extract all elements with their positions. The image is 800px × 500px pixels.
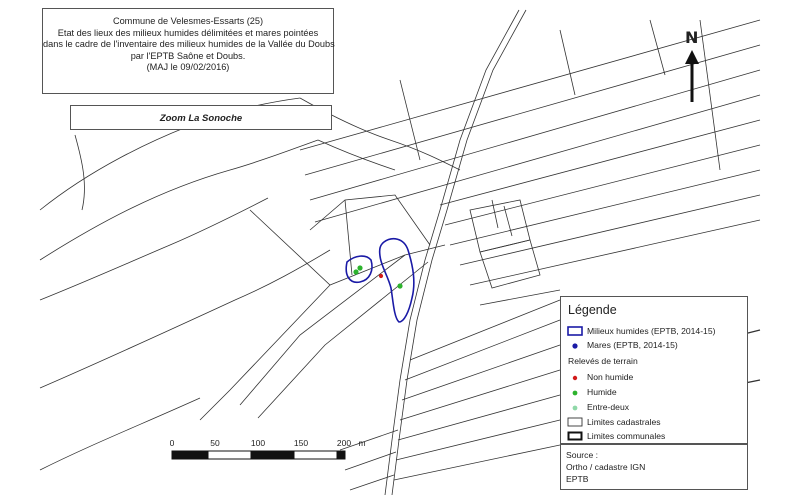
scale-label: 150 [293,438,309,448]
railway-line [385,10,519,495]
zoom-label: Zoom La Sonoche [159,113,243,124]
north-label: N [685,28,699,47]
parcel-boundary [310,195,430,245]
legend-label: Limites cadastrales [587,417,661,427]
legend-title: Légende [568,303,617,317]
parcel-boundary [400,80,420,160]
parcel-boundary [480,290,560,305]
field-point-humide [357,265,362,270]
parcel-boundary [402,345,560,400]
parcel-boundary [445,145,760,225]
scale-label: 100 [250,438,266,448]
title-line: par l'EPTB Saône et Doubs. [130,50,246,61]
legend-label: Milieux humides (EPTB, 2014-15) [587,326,716,336]
zoom-label-box [70,105,332,130]
river-bank-line [75,135,84,210]
thin-box-icon [567,417,583,427]
map-title-box [42,8,334,94]
parcel-boundary [410,300,560,360]
parcel-boundary [560,30,575,95]
scale-label: 0 [169,438,175,448]
wetland-polygon [380,239,414,322]
source-line: Ortho / cadastre IGN [566,462,646,472]
parcel-boundary [350,475,394,490]
parcel-boundary [400,370,560,420]
parcel-boundary [394,445,560,480]
legend-box [560,296,748,444]
scale-label: 200 [336,438,352,448]
legend-label: Limites communales [587,431,666,441]
pond-dot-icon [571,342,579,350]
title-line: Commune de Velesmes-Essarts (25) [112,16,264,26]
parcel-boundary [440,120,760,205]
legend-label: Entre-deux [587,402,630,412]
railway-line [392,10,526,495]
north-arrow-icon [680,28,704,104]
parcel-boundary [450,170,760,245]
scale-label: 50 [210,438,220,448]
parcel-boundary [398,395,560,440]
field-point-humide [353,269,358,274]
legend-label: Humide [587,387,617,397]
title-line: (MAJ le 09/02/2016) [146,62,230,73]
source-line: EPTB [566,474,589,484]
title-line: Etat des lieux des milieux humides délimitées et mares pointées [57,27,319,38]
title-line: dans le cadre de l'inventaire des milieux humides de la Vallée du Doubs [43,39,335,50]
legend-label: Mares (EPTB, 2014-15) [587,340,678,350]
source-box [560,444,748,490]
river-bank-line [40,140,318,260]
scale-unit: m [358,438,366,448]
thick-box-icon [567,431,583,441]
parcel-boundary [315,95,760,222]
wetland-polygon-icon [567,326,583,336]
road-edge-line [318,140,395,170]
parcel-boundary [200,285,330,420]
red-dot-icon [571,374,579,382]
green-dot-icon [571,389,579,397]
parcel-boundary [396,420,560,460]
light-green-dot-icon [571,404,579,412]
river-bank-line [40,198,268,300]
river-bank-line [40,250,330,388]
field-point-non-humide [379,274,383,278]
legend-label: Non humide [587,372,634,382]
legend-section-label: Relevés de terrain [568,356,638,366]
parcel-boundary [405,320,560,380]
building-footprint [470,200,530,252]
field-point-humide [397,283,402,288]
source-line: Source : [566,450,599,460]
